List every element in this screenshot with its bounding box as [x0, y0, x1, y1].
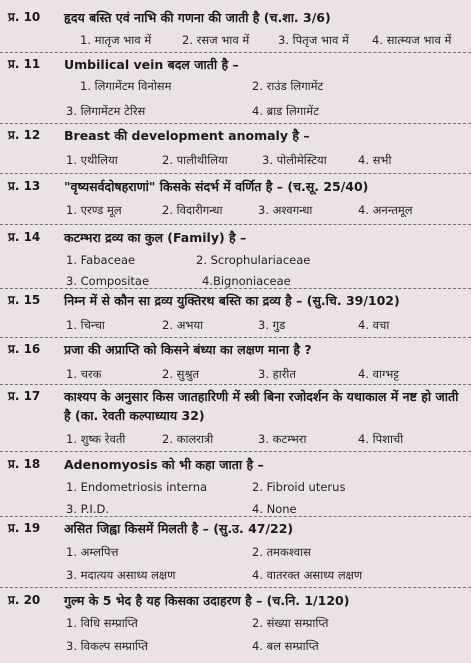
option-2: 2. संख्या सम्प्राप्ति: [252, 616, 329, 630]
separator: [0, 123, 471, 125]
option-3: 3. Compositae: [66, 274, 150, 288]
option-4: 4. वाग्भट्ट: [358, 367, 399, 381]
option-2: 2. सुश्रुत: [162, 367, 200, 381]
separator: [0, 288, 471, 290]
question-number: प्र. 14: [8, 230, 41, 244]
option-4: 4. पिशाची: [358, 432, 404, 446]
option-2: 2. कालरात्री: [162, 432, 214, 446]
option-2: 2. अभया: [162, 318, 204, 332]
option-3: 3. P.I.D.: [66, 502, 109, 516]
question-text: गुल्म के 5 भेद है यह किसका उदाहरण है – (च.नि. 1/120): [64, 593, 350, 608]
question-text: "वृष्यसर्वदोषहराणां" किसके संदर्भ में वर्णित है – (च.सू. 25/40): [64, 179, 369, 194]
question-text: निम्न में से कौन सा द्रव्य युक्तिरथ बस्ति का द्रव्य है – (सु.चि. 39/102): [64, 293, 400, 308]
question-text: असित जिह्वा किसमें मिलती है – (सु.उ. 47/22): [64, 521, 294, 536]
option-2: 2. तमकश्वास: [252, 545, 311, 559]
question-number: प्र. 20: [8, 593, 41, 607]
separator: [0, 224, 471, 226]
option-1: 1. Endometriosis interna: [66, 480, 208, 494]
option-4: 4. ब्राड लिगामेंट: [252, 104, 319, 118]
question-number: प्र. 16: [8, 342, 41, 356]
question-number: प्र. 18: [8, 457, 41, 471]
option-3: 3. गुड: [258, 318, 286, 332]
option-1: 1. चिन्चा: [66, 318, 105, 332]
separator: [0, 52, 471, 54]
option-2: 2. विदारीगन्धा: [162, 203, 223, 217]
separator: [0, 384, 471, 386]
question-number: प्र. 11: [8, 57, 41, 71]
option-4: 4. बल सम्प्राप्ति: [252, 639, 319, 653]
question-number: प्र. 12: [8, 128, 41, 142]
option-2: 2. Fibroid uterus: [252, 480, 346, 494]
question-text: हृदय बस्ति एवं नाभि की गणना की जाती है (च.शा. 3/6): [64, 10, 331, 25]
separator: [0, 451, 471, 453]
option-1: 1. चरक: [66, 367, 102, 381]
separator: [0, 516, 471, 518]
option-4: 4.Bignoniaceae: [202, 274, 291, 288]
question-text: Umbilical vein बदल जाती है –: [64, 57, 239, 72]
option-1: 1. अम्लपित्त: [66, 545, 119, 559]
option-3: 3. अश्वगन्धा: [258, 203, 313, 217]
option-1: 1. लिगामेंटम विनोसम: [80, 79, 172, 93]
option-3: 3. हारीत: [258, 367, 296, 381]
option-3: 3. विकल्प सम्प्राप्ति: [66, 639, 148, 653]
option-1: 1. एरण्ड मूल: [66, 203, 122, 217]
option-4: 4. अनन्तमूल: [358, 203, 413, 217]
option-3: 3. पोलीमेस्टिया: [262, 153, 327, 167]
option-1: 1. Fabaceae: [66, 253, 136, 267]
question-text: प्रजा की अप्राप्ति को किसने बंध्या का लक्षण माना है ?: [64, 342, 312, 357]
question-text: कटम्भरा द्रव्य का कुल (Family) है –: [64, 230, 247, 245]
separator: [0, 337, 471, 339]
question-text: Breast की development anomaly है –: [64, 128, 310, 143]
option-4: 4. वचा: [358, 318, 390, 332]
option-3: 3. कटम्भरा: [258, 432, 307, 446]
option-4: 4. सभी: [358, 153, 392, 167]
option-1: 1. शुष्क रेवती: [66, 432, 126, 446]
question-number: प्र. 15: [8, 293, 41, 307]
option-3: 3. पितृज भाव में: [278, 33, 349, 47]
question-number: प्र. 10: [8, 10, 41, 24]
option-4: 4. वातरक्त असाध्य लक्षण: [252, 568, 363, 582]
option-2: 2. Scrophulariaceae: [196, 253, 311, 267]
separator: [0, 587, 471, 589]
question-text: Adenomyosis को भी कहा जाता है –: [64, 457, 264, 472]
option-1: 1. मातृज भाव में: [80, 33, 152, 47]
question-number: प्र. 17: [8, 389, 41, 403]
question-number: प्र. 13: [8, 179, 41, 193]
option-1: 1. विधि सम्प्राप्ति: [66, 616, 138, 630]
question-number: प्र. 19: [8, 521, 41, 535]
option-3: 3. लिगामेंटम टेरिस: [66, 104, 146, 118]
option-2: 2. रसज भाव में: [182, 33, 250, 47]
option-3: 3. मदात्यय असाध्य लक्षण: [66, 568, 176, 582]
option-1: 1. एथीलिया: [66, 153, 118, 167]
question-text: काश्यप के अनुसार किस जातहारिणी में स्त्री बिना रजोदर्शन के यथाकाल में नष्ट हो जाती है (का. रेवती कल्पाध्याय 32): [64, 389, 459, 423]
option-2: 2. पालीथीलिया: [162, 153, 228, 167]
option-2: 2. राउंड लिगामेंट: [252, 79, 324, 93]
option-4: 4. None: [252, 502, 297, 516]
option-4: 4. सात्म्यज भाव में: [372, 33, 452, 47]
separator: [0, 173, 471, 175]
